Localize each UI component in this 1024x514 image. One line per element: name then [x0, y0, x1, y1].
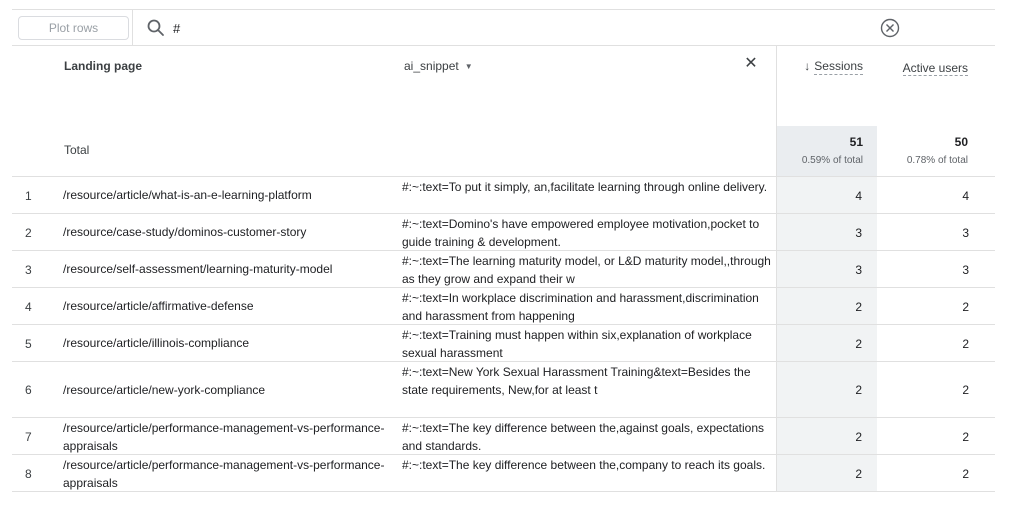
sessions-cell: 2 — [855, 430, 862, 444]
ai-snippet-cell: #:~:text=The learning maturity model, or L&D maturity model,,through as they grow and expand their w — [402, 254, 771, 286]
landing-page-cell: /resource/self-assessment/learning-maturity-model — [63, 262, 333, 276]
sessions-column-header[interactable] — [793, 59, 863, 75]
active-users-cell: 2 — [962, 467, 969, 481]
ai-snippet-cell: #:~:text=The key difference between the,against goals, expectations and standards. — [402, 421, 765, 453]
ai-snippet-cell: #:~:text=New York Sexual Harassment Training&text=Besides the state requirements, New,for at least t — [402, 365, 751, 397]
row-index: 8 — [25, 467, 32, 481]
active-users-cell: 3 — [962, 226, 969, 240]
sessions-cell: 2 — [855, 467, 862, 481]
sessions-header-label: Sessions — [814, 59, 863, 73]
active-users-column-header[interactable] — [896, 59, 968, 77]
active-users-cell: 2 — [962, 300, 969, 314]
sessions-cell: 2 — [855, 337, 862, 351]
active-users-cell: 2 — [962, 430, 969, 444]
landing-page-cell: /resource/article/performance-management-vs-performance-appraisals — [63, 421, 385, 453]
sort-down-arrow-icon: ↓ — [804, 59, 811, 73]
table-toolbar — [12, 9, 995, 46]
search-icon — [146, 18, 166, 38]
total-sessions-percent: 0.59% of total — [801, 155, 863, 166]
ai-snippet-cell: #:~:text=Domino's have empowered employee motivation,pocket to guide training & development. — [402, 217, 760, 249]
landing-page-cell: /resource/article/affirmative-defense — [63, 299, 254, 313]
active-users-header-label: Active users — [902, 61, 968, 75]
landing-page-cell: /resource/article/what-is-an-e-learning-platform — [63, 188, 312, 202]
sessions-cell: 2 — [855, 300, 862, 314]
active-users-cell: 3 — [962, 263, 969, 277]
table-row[interactable] — [12, 361, 995, 417]
total-row-label: Total — [64, 143, 90, 157]
active-users-cell: 2 — [962, 337, 969, 351]
active-users-cell: 2 — [962, 383, 969, 397]
secondary-dimension-header[interactable] — [404, 59, 473, 73]
table-row[interactable] — [12, 250, 995, 287]
row-index: 3 — [25, 263, 32, 277]
table-row[interactable] — [12, 324, 995, 361]
active-users-cell: 4 — [962, 189, 969, 203]
ai-snippet-cell: #:~:text=To put it simply, an,facilitate learning through online delivery. — [402, 180, 768, 194]
sessions-sorted-highlight — [777, 126, 877, 177]
landing-page-cell: /resource/article/illinois-compliance — [63, 336, 250, 350]
landing-page-cell: /resource/article/new-york-compliance — [63, 383, 266, 397]
search-input[interactable] — [173, 17, 773, 39]
table-row[interactable] — [12, 287, 995, 324]
row-index: 1 — [25, 189, 32, 203]
toolbar-divider — [132, 10, 133, 46]
landing-page-column-header[interactable]: Landing page — [64, 59, 142, 73]
secondary-dimension-label: ai_snippet — [404, 59, 459, 73]
total-sessions-value: 51 — [849, 135, 863, 149]
landing-page-cell: /resource/article/performance-management-vs-performance-appraisals — [63, 458, 385, 490]
plot-rows-button[interactable]: Plot rows — [18, 16, 129, 40]
sessions-cell: 3 — [855, 226, 862, 240]
sessions-cell: 3 — [855, 263, 862, 277]
row-index: 2 — [25, 226, 32, 240]
row-index: 7 — [25, 430, 32, 444]
row-index: 5 — [25, 337, 32, 351]
remove-dimension-close-icon[interactable]: ✕ — [744, 55, 758, 72]
total-active-users-percent: 0.78% of total — [906, 155, 968, 166]
dropdown-caret-icon: ▼ — [464, 61, 473, 71]
sessions-cell: 2 — [855, 383, 862, 397]
table-row[interactable] — [12, 213, 995, 250]
table-row[interactable] — [12, 454, 995, 492]
table-row[interactable] — [12, 417, 995, 454]
ai-snippet-cell: #:~:text=The key difference between the,company to reach its goals. — [402, 458, 766, 472]
sessions-cell: 4 — [855, 189, 862, 203]
total-active-users-value: 50 — [954, 135, 968, 149]
row-index: 6 — [25, 383, 32, 397]
table-row[interactable] — [12, 176, 995, 213]
landing-page-cell: /resource/case-study/dominos-customer-story — [63, 225, 307, 239]
ai-snippet-cell: #:~:text=Training must happen within six,explanation of workplace sexual harassment — [402, 328, 752, 360]
clear-search-icon[interactable] — [879, 17, 901, 39]
row-index: 4 — [25, 300, 32, 314]
ai-snippet-cell: #:~:text=In workplace discrimination and harassment,discrimination and harassment from happening — [402, 291, 759, 323]
